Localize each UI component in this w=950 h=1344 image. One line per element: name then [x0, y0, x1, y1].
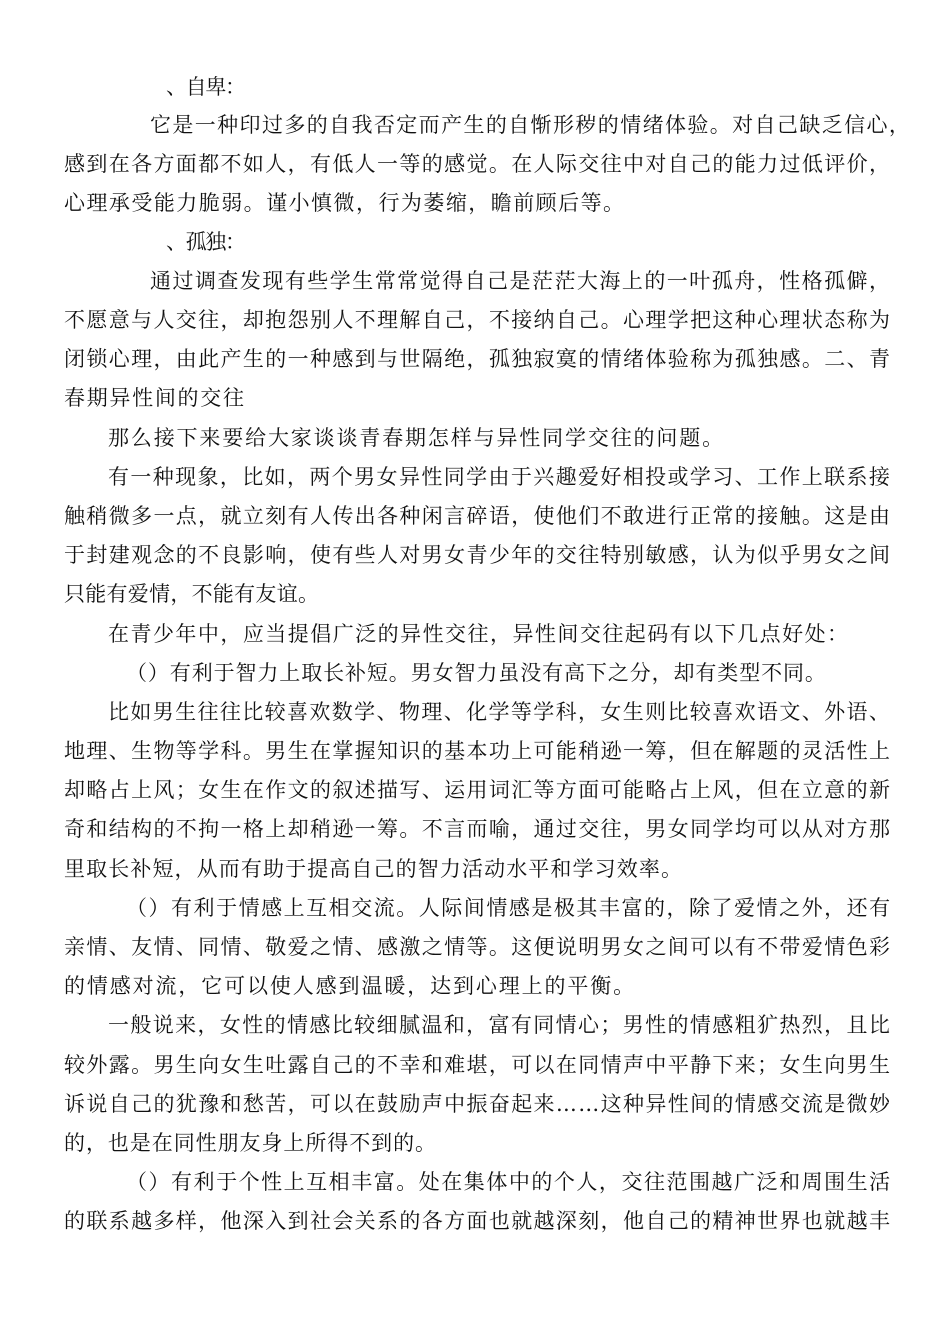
text-line: 的，也是在同性朋友身上所得不到的。	[64, 1131, 437, 1155]
text-line: 亲情、友情、同情、敬爱之情、感激之情等。这便说明男女之间可以有不带爱情色彩	[64, 935, 892, 959]
text-line: 地理、生物等学科。男生在掌握知识的基本功上可能稍逊一筹，但在解题的灵活性上	[64, 739, 892, 763]
heading-inferiority: 、自卑：	[166, 75, 245, 99]
text-line: 通过调查发现有些学生常常觉得自己是茫茫大海上的一叶孤舟，性格孤僻，	[150, 269, 892, 293]
text-line: 于封建观念的不良影响，使有些人对男女青少年的交往特别敏感，认为似乎男女之间	[64, 543, 892, 567]
text-line: 却略占上风；女生在作文的叙述描写、运用词汇等方面可能略占上风，但在立意的新	[64, 778, 892, 802]
text-line: 诉说自己的犹豫和愁苦，可以在鼓励声中振奋起来……这种异性间的情感交流是微妙	[64, 1092, 892, 1116]
text-line: 它是一种印过多的自我否定而产生的自惭形秽的情绪体验。对自己缺乏信心，	[150, 113, 912, 137]
text-line: 奇和结构的不拘一格上却稍逊一筹。不言而喻，通过交往，男女同学均可以从对方那	[64, 817, 892, 841]
list-item: （）有利于智力上取长补短。男女智力虽没有高下之分，却有类型不同。	[126, 661, 827, 685]
text-line: 不愿意与人交往，却抱怨别人不理解自己，不接纳自己。心理学把这种心理状态称为	[64, 308, 892, 332]
list-item: （）有利于个性上互相丰富。处在集体中的个人，交往范围越广泛和周围生活	[126, 1170, 892, 1194]
text-line: 感到在各方面都不如人，有低人一等的感觉。在人际交往中对自己的能力过低评价，	[64, 152, 892, 176]
heading-loneliness: 、孤独：	[166, 230, 245, 254]
text-line: 较外露。男生向女生吐露自己的不幸和难堪，可以在同情声中平静下来；女生向男生	[64, 1053, 892, 1077]
text-line: 只能有爱情，不能有友谊。	[64, 582, 320, 606]
text-line: 心理承受能力脆弱。谨小慎微，行为萎缩，瞻前顾后等。	[64, 191, 626, 215]
text-line: 的情感对流，它可以使人感到温暖，达到心理上的平衡。	[64, 974, 636, 998]
text-line: 闭锁心理，由此产生的一种感到与世隔绝，孤独寂寞的情绪体验称为孤独感。二、青	[64, 347, 892, 371]
text-line: 在青少年中，应当提倡广泛的异性交往，异性间交往起码有以下几点好处：	[108, 622, 850, 646]
text-line: 一般说来，女性的情感比较细腻温和，富有同情心；男性的情感粗犷热烈，且比	[108, 1013, 892, 1037]
text-line: 有一种现象，比如，两个男女异性同学由于兴趣爱好相投或学习、工作上联系接	[108, 465, 892, 489]
text-line: 的联系越多样，他深入到社会关系的各方面也就越深刻，他自己的精神世界也就越丰	[64, 1209, 892, 1233]
text-line: 比如男生往往比较喜欢数学、物理、化学等学科，女生则比较喜欢语文、外语、	[108, 700, 892, 724]
text-line: 触稍微多一点，就立刻有人传出各种闲言碎语，使他们不敢进行正常的接触。这是由	[64, 504, 892, 528]
text-line: 里取长补短，从而有助于提高自己的智力活动水平和学习效率。	[64, 857, 684, 881]
section-heading: 春期异性间的交往	[64, 386, 246, 410]
list-item: （）有利于情感上互相交流。人际间情感是极其丰富的，除了爱情之外，还有	[126, 896, 892, 920]
text-line: 那么接下来要给大家谈谈青春期怎样与异性同学交往的问题。	[108, 426, 725, 450]
